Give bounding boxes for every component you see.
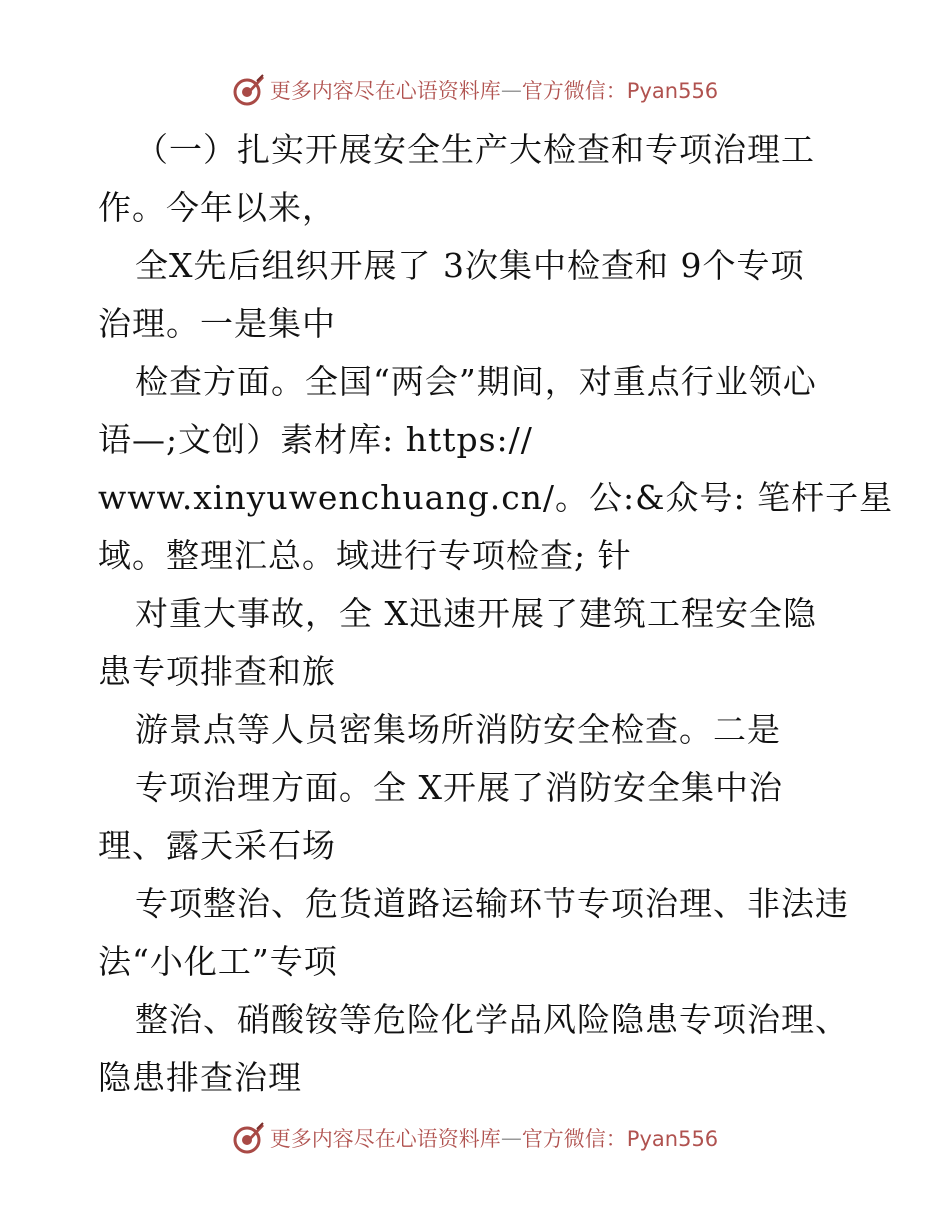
text-line: 游景点等人员密集场所消防安全检查。二是 (135, 710, 781, 749)
header-separator: — (500, 78, 522, 102)
text-line: 患专项排查和旅 (98, 652, 336, 691)
text-line: 治理。一是集中 (98, 304, 336, 343)
text-line: 检查方面。全国“两会”期间，对重点行业领心 (135, 362, 817, 401)
text-line: 专项治理方面。全 X开展了消防安全集中治 (135, 768, 783, 807)
footer-contact-text: 官方微信：Pyan556 (521, 1127, 719, 1151)
text-line: 法“小化工”专项 (98, 942, 338, 981)
text-line: 域。整理汇总。域进行专项检查; 针 (98, 536, 632, 575)
document-body (98, 121, 894, 1107)
text-line: 全X先后组织开展了 3次集中检查和 9个专项 (135, 246, 805, 285)
header-site-text: 更多内容尽在心语资料库 (269, 79, 501, 103)
header-banner (0, 70, 950, 110)
text-line: （一）扎实开展安全生产大检查和专项治理工 (135, 130, 815, 169)
text-line: www.xinyuwenchuang.cn/。公:&众号: 笔杆子星 (98, 478, 894, 517)
footer-banner (0, 1118, 950, 1158)
text-line: 整治、硝酸铵等危险化学品风险隐患专项治理、 (135, 1000, 849, 1039)
text-line: 专项整治、危货道路运输环节专项治理、非法违 (135, 884, 849, 923)
footer-separator: — (500, 1126, 522, 1150)
text-line: 隐患排查治理 (98, 1058, 302, 1097)
header-contact-text: 官方微信：Pyan556 (521, 79, 719, 103)
text-line: 对重大事故，全 X迅速开展了建筑工程安全隐 (135, 594, 817, 633)
footer-site-text: 更多内容尽在心语资料库 (269, 1127, 501, 1151)
quill-logo-icon (232, 1121, 266, 1155)
text-line: 理、露天采石场 (98, 826, 336, 865)
quill-logo-icon (232, 73, 266, 107)
text-line: 语—;文创）素材库: https:// (98, 420, 533, 459)
text-line: 作。今年以来， (98, 188, 336, 227)
